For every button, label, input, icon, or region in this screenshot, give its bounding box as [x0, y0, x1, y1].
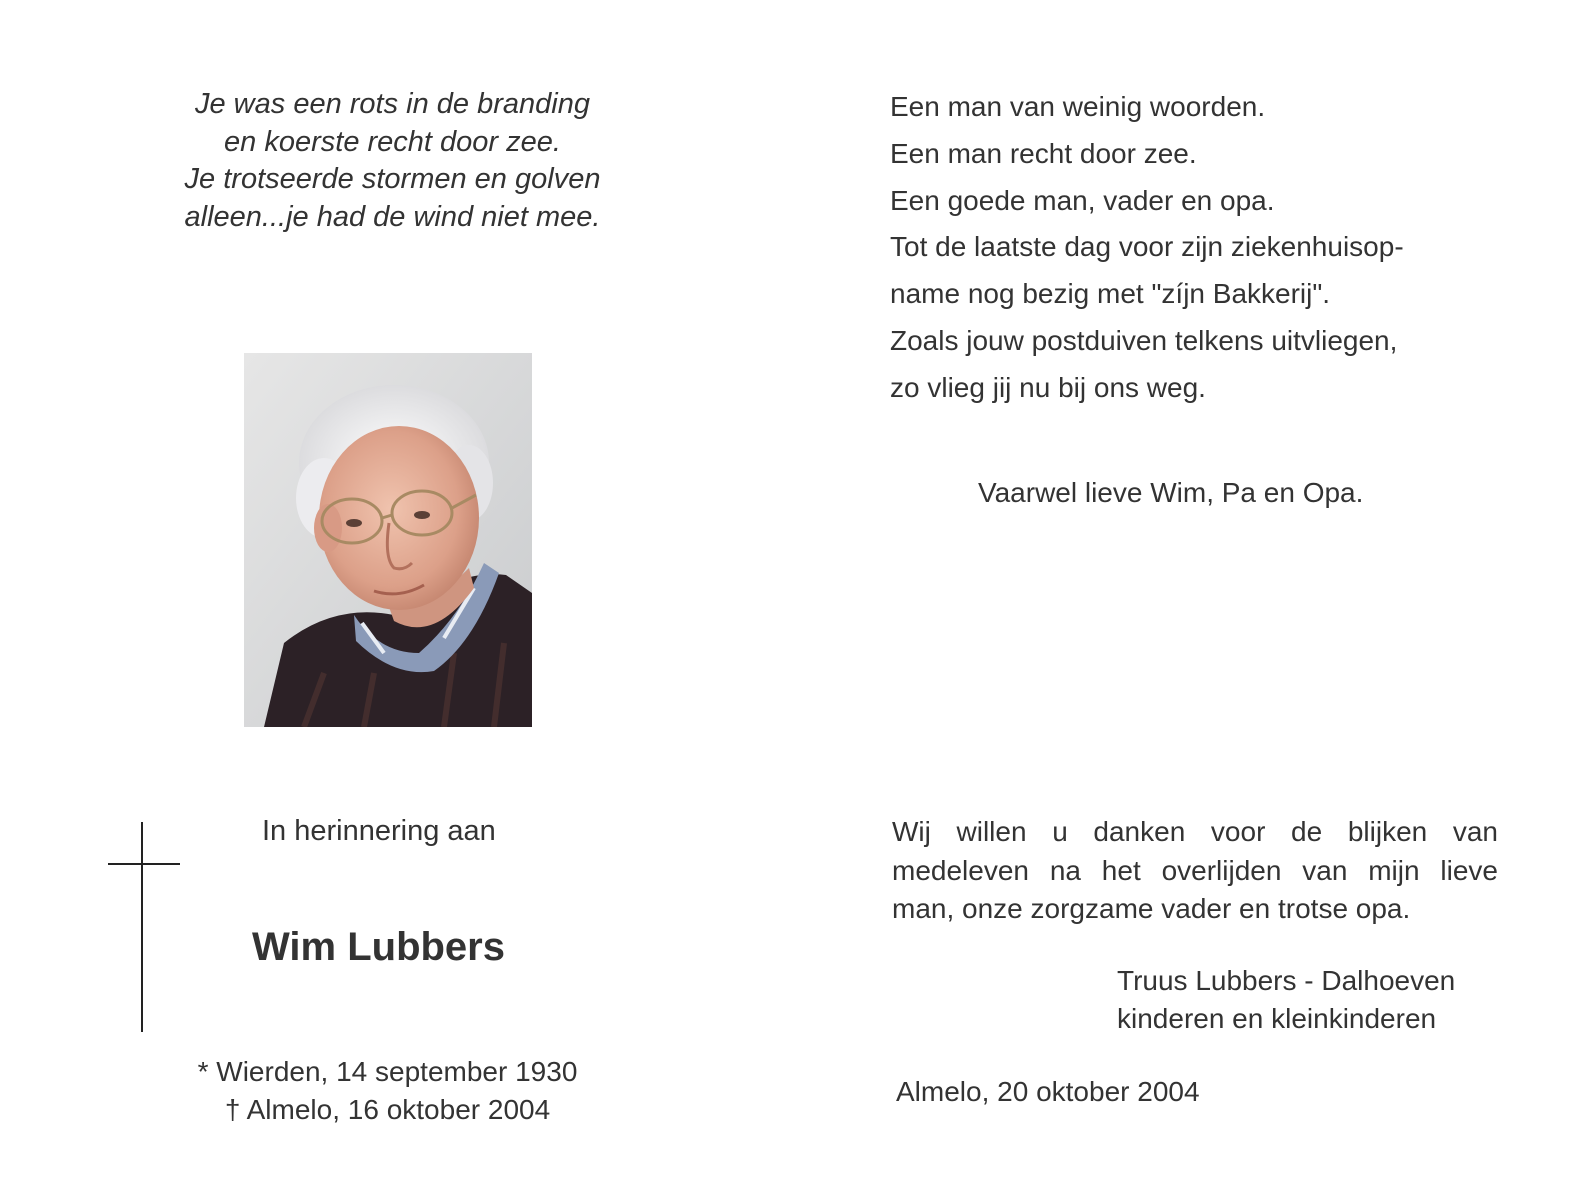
signature-line: Truus Lubbers - Dalhoeven: [1117, 965, 1456, 996]
thanks-line: man, onze zorgzame vader en trotse opa.: [892, 893, 1411, 924]
deceased-name: Wim Lubbers: [252, 925, 505, 969]
thanks-line: medeleven na het overlijden van mijn lieve: [892, 854, 1498, 886]
family-signature: [1117, 962, 1455, 1038]
birth-date: * Wierden, 14 september 1930: [197, 1056, 578, 1087]
thanks-line: Wij willen u danken voor de blijken van: [892, 816, 1498, 847]
death-date: † Almelo, 16 oktober 2004: [224, 1094, 551, 1125]
remembrance-intro: In herinnering aan: [262, 815, 496, 847]
poem-line: Je was een rots in de branding: [195, 88, 590, 120]
verse-line: Tot de laatste dag voor zijn ziekenhuisop-: [890, 231, 1404, 263]
verse-line: Een man van weinig woorden.: [890, 91, 1266, 122]
memorial-verse: [890, 84, 1530, 412]
latin-cross-icon-bar: [108, 863, 180, 865]
verse-line: name nog bezig met "zíjn Bakkerij".: [890, 278, 1331, 310]
portrait-photo: [244, 353, 532, 727]
opening-poem: [130, 86, 655, 236]
poem-line: en koerste recht door zee.: [224, 125, 561, 158]
signature-line: kinderen en kleinkinderen: [1117, 1003, 1437, 1034]
latin-cross-icon: [141, 822, 143, 1032]
thank-you-note: [892, 813, 1498, 929]
verse-line: Een goede man, vader en opa.: [890, 184, 1275, 216]
farewell-line: Vaarwel lieve Wim, Pa en Opa.: [978, 477, 1364, 508]
poem-line: alleen...je had de wind niet mee.: [184, 200, 601, 233]
verse-line: Een man recht door zee.: [890, 137, 1197, 169]
life-dates: [150, 1053, 625, 1129]
verse-line: Zoals jouw postduiven telkens uitvliegen,: [890, 324, 1398, 356]
verse-line: zo vlieg jij nu bij ons weg.: [890, 371, 1206, 403]
place-date: Almelo, 20 oktober 2004: [896, 1076, 1200, 1107]
poem-line: Je trotseerde stormen en golven: [184, 163, 601, 195]
